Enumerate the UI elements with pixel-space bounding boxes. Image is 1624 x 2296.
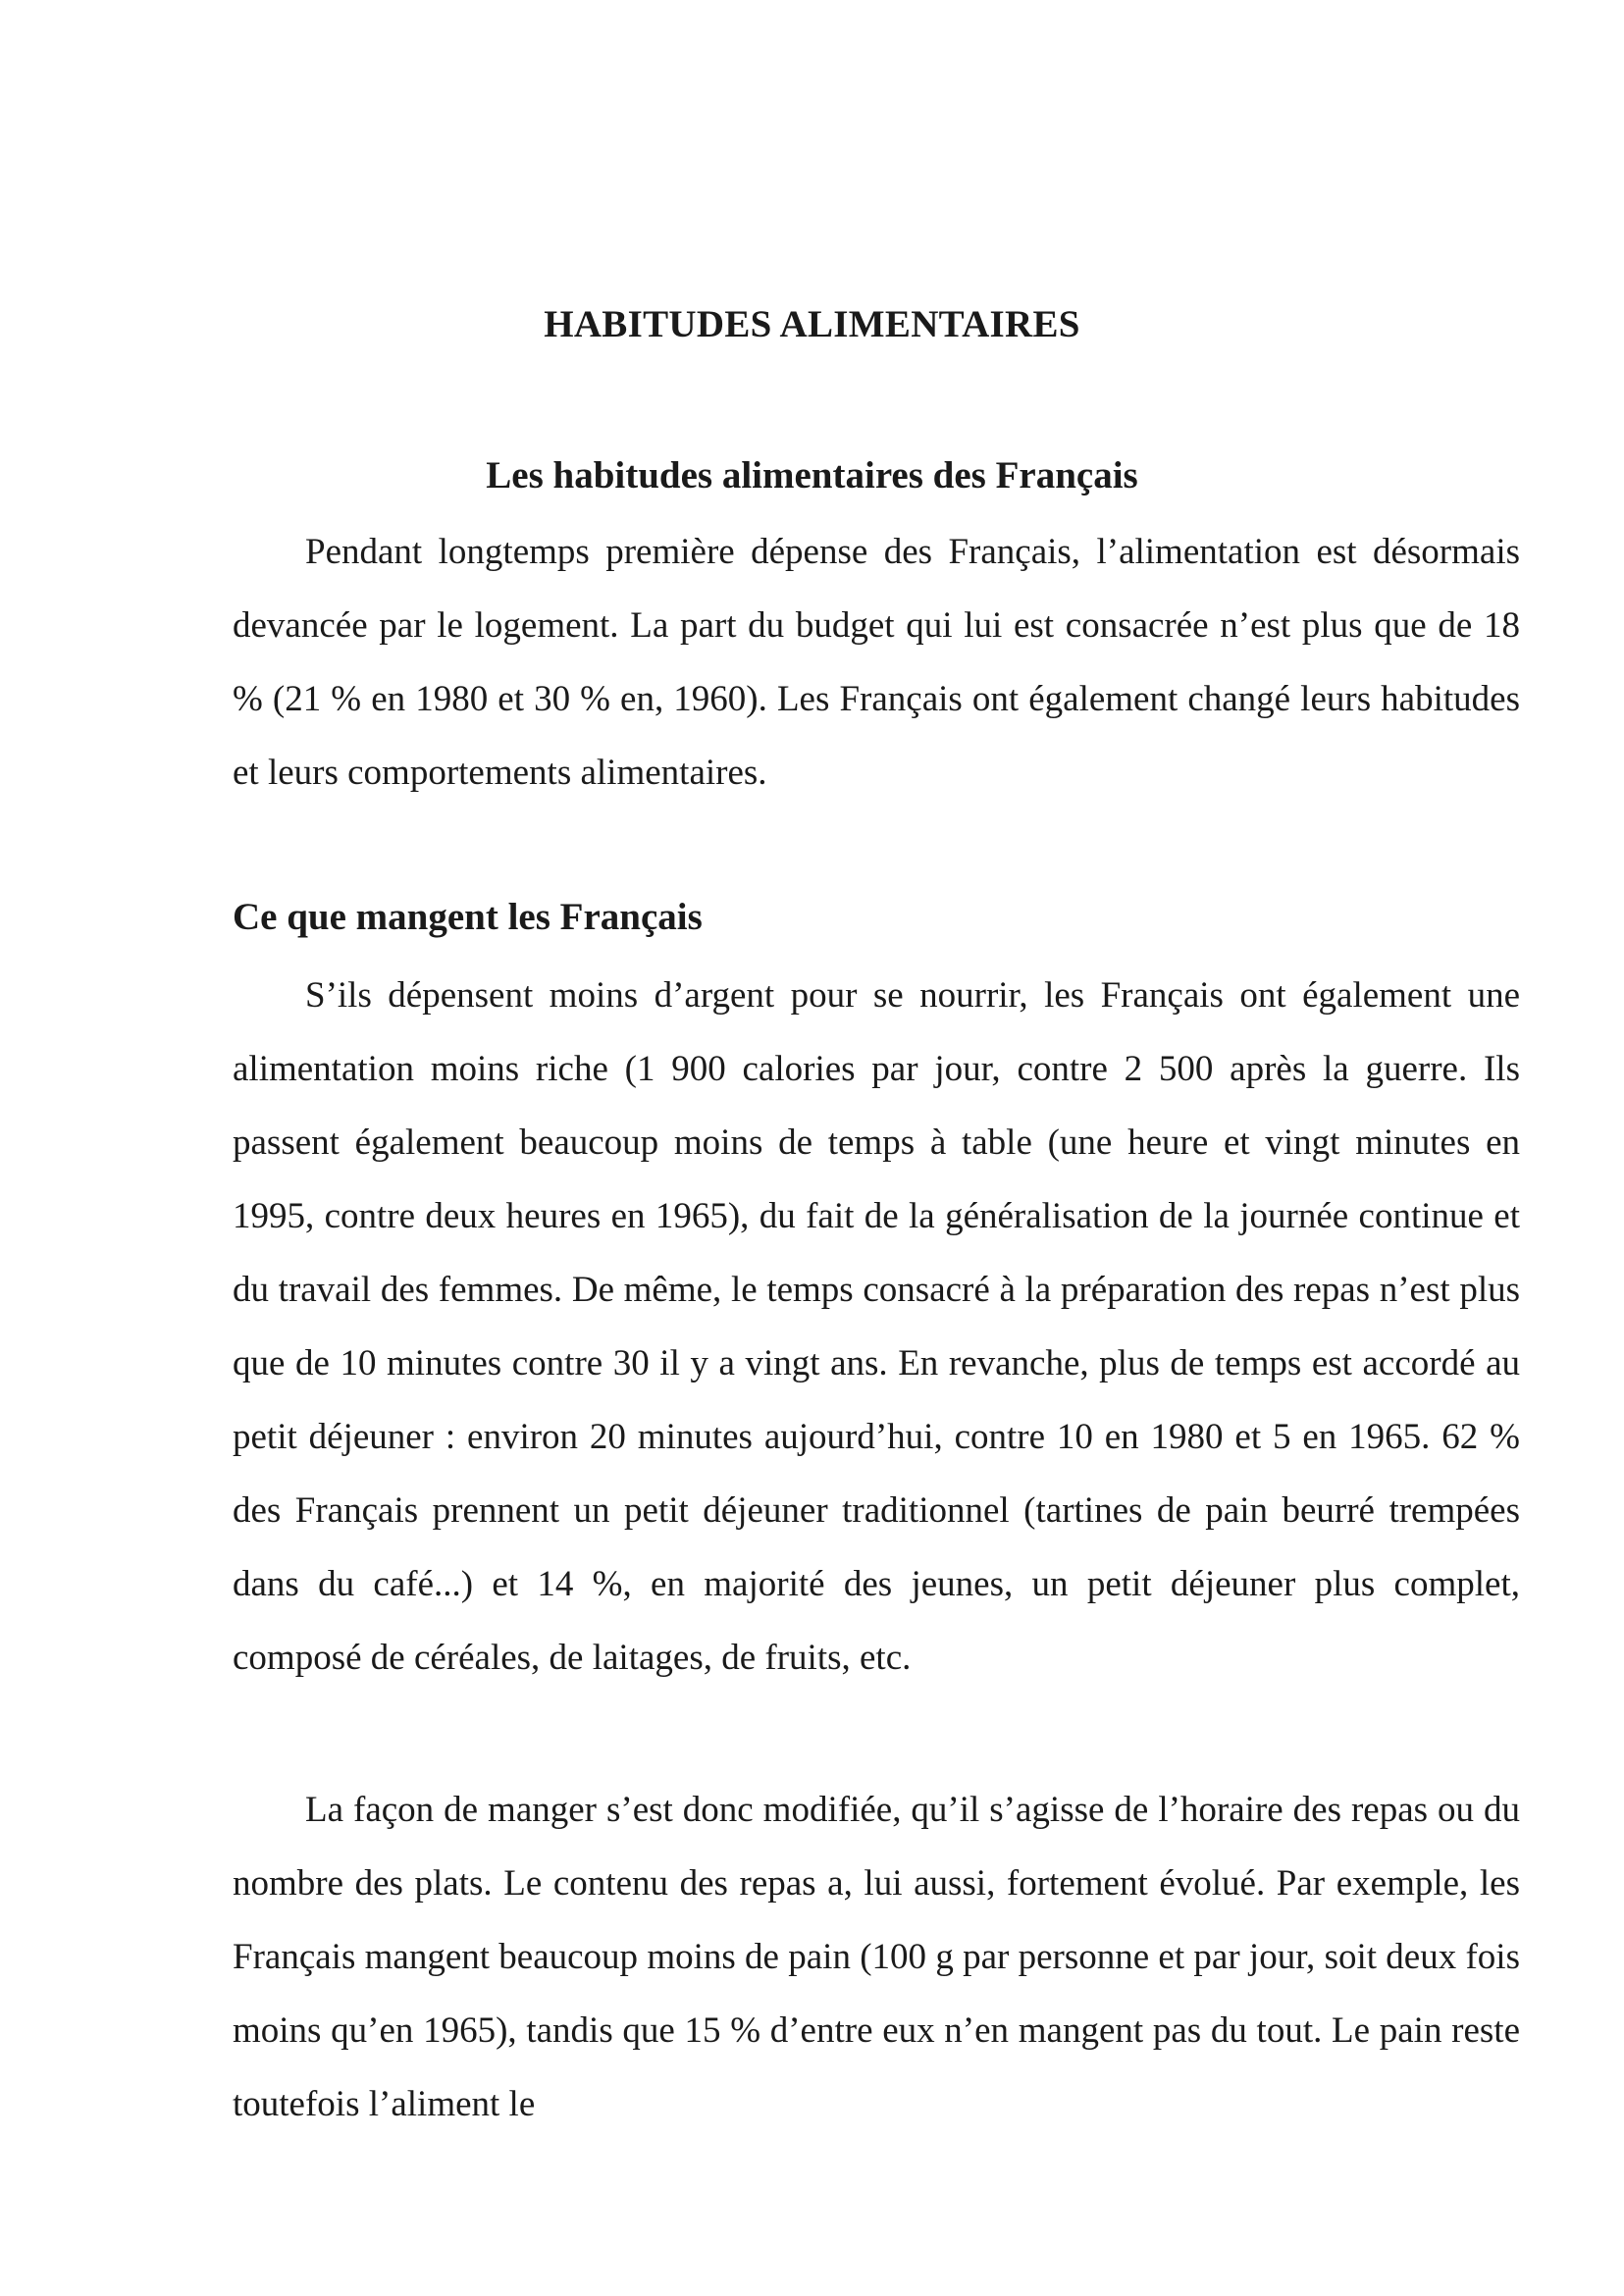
section-title: Les habitudes alimentaires des Français bbox=[486, 454, 1138, 496]
paragraph-meal-changes: La façon de manger s’est donc modifiée, qu’il s’agisse de l’horaire des repas ou du nombre des plats. Le contenu des repas a, lui aussi, fortement évolué. Par exemple, les Français mangent beaucoup moins de pain (100 g par personne et par jour, soit deux fois moins qu’en 1965), tandis que 15 % d’entre eux n’en mangent pas du tout. Le pain reste toutefois l’aliment le bbox=[233, 1790, 1520, 2124]
paragraph-intro: Pendant longtemps première dépense des Français, l’alimentation est désormais devancée par le logement. La part du budget qui lui est consacrée n’est plus que de 18 % (21 % en 1980 et 30 % en, 1960). Les Français ont également changé leurs habitudes et leurs comportements alimentaires. bbox=[233, 532, 1520, 793]
paragraph-eating-habits: S’ils dépensent moins d’argent pour se nourrir, les Français ont également une alimentation moins riche (1 900 calories par jour, contre 2 500 après la guerre. Ils passent également beaucoup moins de temps à table (une heure et vingt minutes en 1995, contre deux heures en 1965), du fait de la généralisation de la journée continue et du travail des femmes. De même, le temps consacré à la préparation des repas n’est plus que de 10 minutes contre 30 il y a vingt ans. En revanche, plus de temps est accordé au petit déjeuner : environ 20 minutes aujourd’hui, contre 10 en 1980 et 5 en 1965. 62 % des Français prennent un petit déjeuner traditionnel (tartines de pain beurré trempées dans du café...) et 14 %, en majorité des jeunes, un petit déjeuner plus complet, composé de céréales, de laitages, de fruits, etc. bbox=[233, 975, 1520, 1678]
document-title: HABITUDES ALIMENTAIRES bbox=[544, 303, 1080, 345]
subheading: Ce que mangent les Français bbox=[233, 896, 703, 938]
